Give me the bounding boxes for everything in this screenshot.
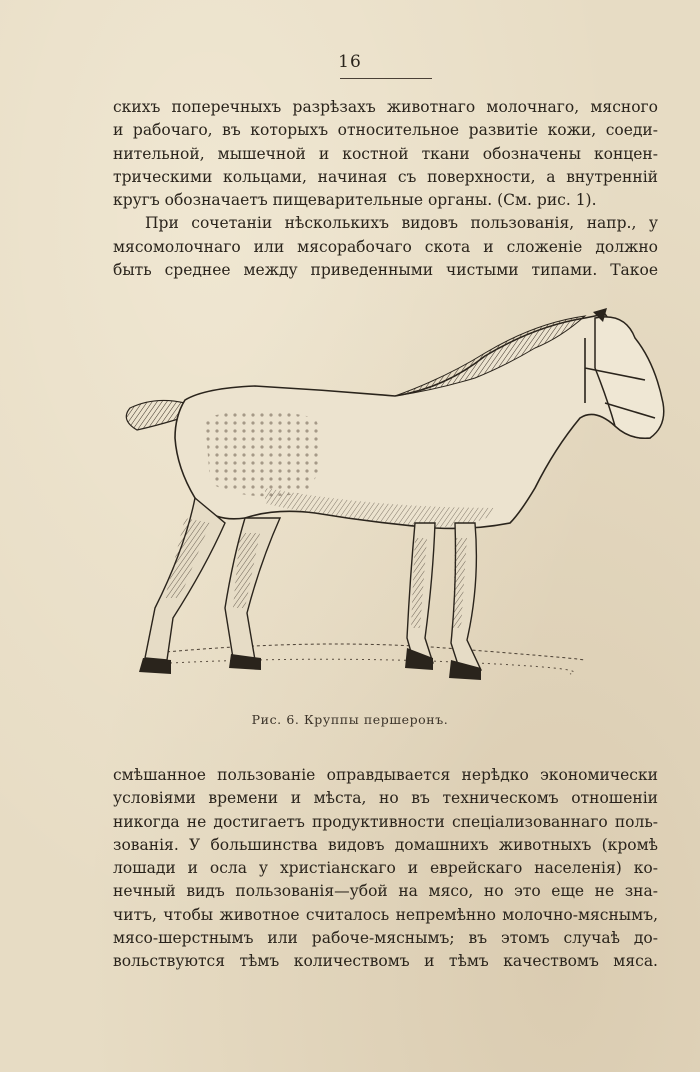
paragraph-top [113,96,658,282]
text-line: и рабочаго, въ которыхъ относительное развитіе кожи, соеди- [113,121,658,140]
page-number: 16 [338,52,362,72]
text-line: читъ, чтобы животное считалось непремѣнно молочно-мяснымъ, [113,905,658,924]
text-line: мясомолочнаго или мясорабочаго скота и сложеніе должно [113,237,658,256]
horse-figure [115,308,675,698]
text-line: никогда не достигаетъ продуктивности спеціализованнаго поль- [113,812,658,831]
text-line: быть среднее между приведенными чистыми типами. Такое [113,261,658,280]
text-line: При сочетаніи нѣсколькихъ видовъ пользованія, напр., у [145,214,658,233]
horse-illustration-icon [115,308,675,698]
page-number-rule [340,78,432,79]
text-line: нительной, мышечной и костной ткани обозначены концен- [113,144,658,163]
text-line: нечный видъ пользованія—убой на мясо, но это еще не зна- [113,882,658,901]
text-line: условіями времени и мѣста, но въ техническомъ отношеніи [113,789,658,808]
paragraph-bottom [113,764,658,974]
text-line: скихъ поперечныхъ разрѣзахъ животнаго молочнаго, мясного [113,98,658,116]
text-line: смѣшанное пользованіе оправдывается нерѣдко экономически [113,766,658,784]
text-line: вольствуются тѣмъ количествомъ и тѣмъ качествомъ мяса. [113,952,658,971]
text-line: кругъ обозначаетъ пищеварительные органы. (См. рис. 1). [113,191,597,210]
text-line: зованія. У большинства видовъ домашнихъ животныхъ (кромѣ [113,835,658,854]
text-line: трическими кольцами, начиная съ поверхности, а внутренній [113,167,658,186]
text-line: лошади и осла у христіанскаго и еврейскаго населенія) ко- [113,859,658,878]
text-line: мясо-шерстнымъ или рабоче-мяснымъ; въ этомъ случаѣ до- [113,929,658,948]
figure-caption: Рис. 6. Круппы першеронъ. [251,712,449,727]
